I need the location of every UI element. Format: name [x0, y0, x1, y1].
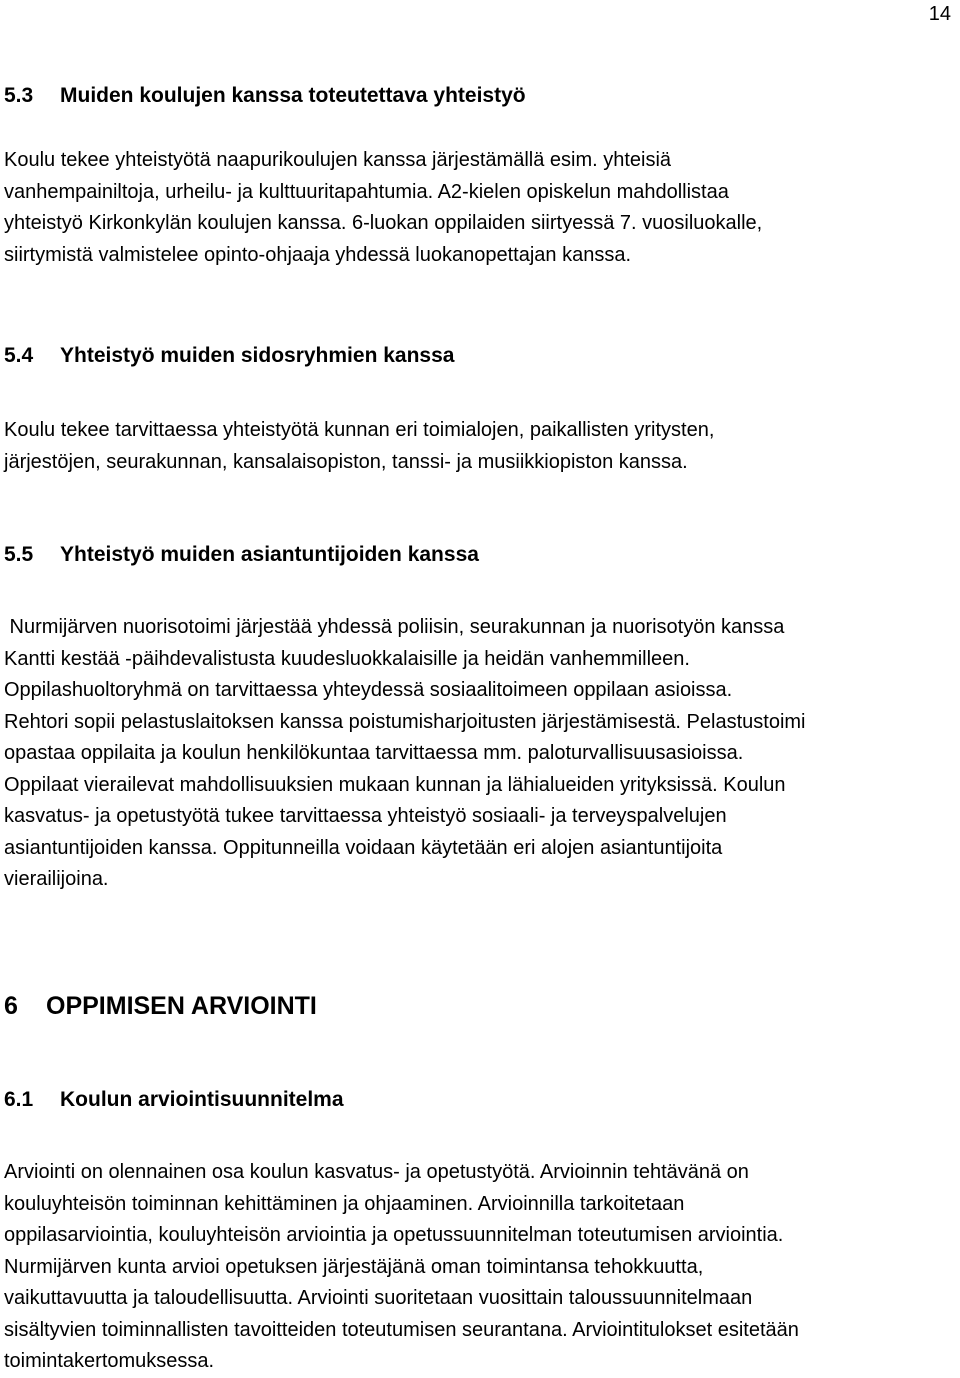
- text-line: yhteistyö Kirkonkylän koulujen kanssa. 6-luokan oppilaiden siirtyessä 7. vuosiluokalle,: [4, 212, 763, 234]
- section-number: 6.1: [4, 1088, 34, 1111]
- chapter-heading: [4, 991, 954, 1021]
- section-title: Muiden koulujen kanssa toteutettava yhteistyö: [60, 84, 526, 107]
- section-5-5-body: [4, 612, 954, 896]
- section-5-5: [4, 543, 954, 567]
- text-line: järjestöjen, seurakunnan, kansalaisopiston, tanssi- ja musiikkiopiston kanssa.: [4, 450, 688, 473]
- section-number: 5.4: [4, 344, 34, 367]
- section-heading: [4, 543, 954, 567]
- paragraph: [4, 612, 954, 896]
- text-line: kouluyhteisön toiminnan kehittäminen ja ohjaaminen. Arvioinnilla tarkoitetaan: [4, 1192, 685, 1215]
- text-line: Nurmijärven nuorisotoimi järjestää yhdessä poliisin, seurakunnan ja nuorisotyön kanssa: [4, 616, 785, 638]
- text-line: Rehtori sopii pelastuslaitoksen kanssa poistumisharjoitusten järjestämisestä. Pelastustoimi: [4, 710, 806, 733]
- section-5-3: [4, 84, 954, 108]
- section-title: Koulun arviointisuunnitelma: [60, 1088, 344, 1111]
- paragraph: [4, 145, 954, 271]
- section-6-1-body: [4, 1157, 954, 1378]
- text-line: Oppilaat vierailevat mahdollisuuksien mukaan kunnan ja lähialueiden yrityksissä. Koulun: [4, 773, 786, 796]
- text-line: vierailijoina.: [4, 868, 109, 890]
- text-line: opastaa oppilaita ja koulun henkilökuntaa tarvittaessa mm. paloturvallisuusasioissa.: [4, 742, 744, 764]
- section-title: Yhteistyö muiden sidosryhmien kanssa: [60, 344, 455, 367]
- text-line: Oppilashuoltoryhmä on tarvittaessa yhteydessä sosiaalitoimeen oppilaan asioissa.: [4, 679, 733, 701]
- text-line: vaikuttavuutta ja taloudellisuutta. Arviointi suoritetaan vuosittain taloussuunnitelmaan: [4, 1287, 753, 1309]
- chapter-title: OPPIMISEN ARVIOINTI: [46, 992, 317, 1020]
- section-heading: [4, 84, 954, 108]
- section-number: 5.3: [4, 84, 34, 107]
- section-5-3-body: [4, 145, 954, 271]
- chapter-6: [4, 991, 954, 1021]
- section-5-4-body: [4, 415, 954, 478]
- section-heading: [4, 344, 954, 368]
- paragraph: [4, 1157, 954, 1378]
- section-5-4: [4, 344, 954, 368]
- text-line: toimintakertomuksessa.: [4, 1350, 215, 1372]
- section-6-1: [4, 1088, 954, 1112]
- text-line: siirtymistä valmistelee opinto-ohjaaja yhdessä luokanopettajan kanssa.: [4, 243, 632, 266]
- text-line: vanhempainiltoja, urheilu- ja kulttuuritapahtumia. A2-kielen opiskelun mahdollistaa: [4, 180, 729, 203]
- chapter-number: 6: [4, 992, 18, 1020]
- text-line: Arviointi on olennainen osa koulun kasvatus- ja opetustyötä. Arvioinnin tehtävänä on: [4, 1161, 749, 1183]
- text-line: Nurmijärven kunta arvioi opetuksen järjestäjänä oman toimintansa tehokkuutta,: [4, 1255, 704, 1278]
- section-heading: [4, 1088, 954, 1112]
- page-number: 14: [928, 3, 951, 25]
- text-line: oppilasarviointia, kouluyhteisön arviointia ja opetussuunnitelman toteutumisen arviointia.: [4, 1224, 784, 1246]
- section-number: 5.5: [4, 543, 34, 566]
- paragraph: [4, 415, 954, 478]
- text-line: sisältyvien toiminnallisten tavoitteiden toteutumisen seurantana. Arviointitulokset esitetään: [4, 1318, 799, 1341]
- text-line: Kantti kestää -päihdevalistusta kuudesluokkalaisille ja heidän vanhemmilleen.: [4, 647, 690, 670]
- text-line: asiantuntijoiden kanssa. Oppitunneilla voidaan käytetään eri alojen asiantuntijoita: [4, 836, 723, 859]
- section-title: Yhteistyö muiden asiantuntijoiden kanssa: [60, 543, 479, 566]
- text-line: Koulu tekee yhteistyötä naapurikoulujen kanssa järjestämällä esim. yhteisiä: [4, 149, 672, 171]
- text-line: Koulu tekee tarvittaessa yhteistyötä kunnan eri toimialojen, paikallisten yritysten,: [4, 419, 715, 441]
- text-line: kasvatus- ja opetustyötä tukee tarvittaessa yhteistyö sosiaali- ja terveyspalvelujen: [4, 805, 727, 827]
